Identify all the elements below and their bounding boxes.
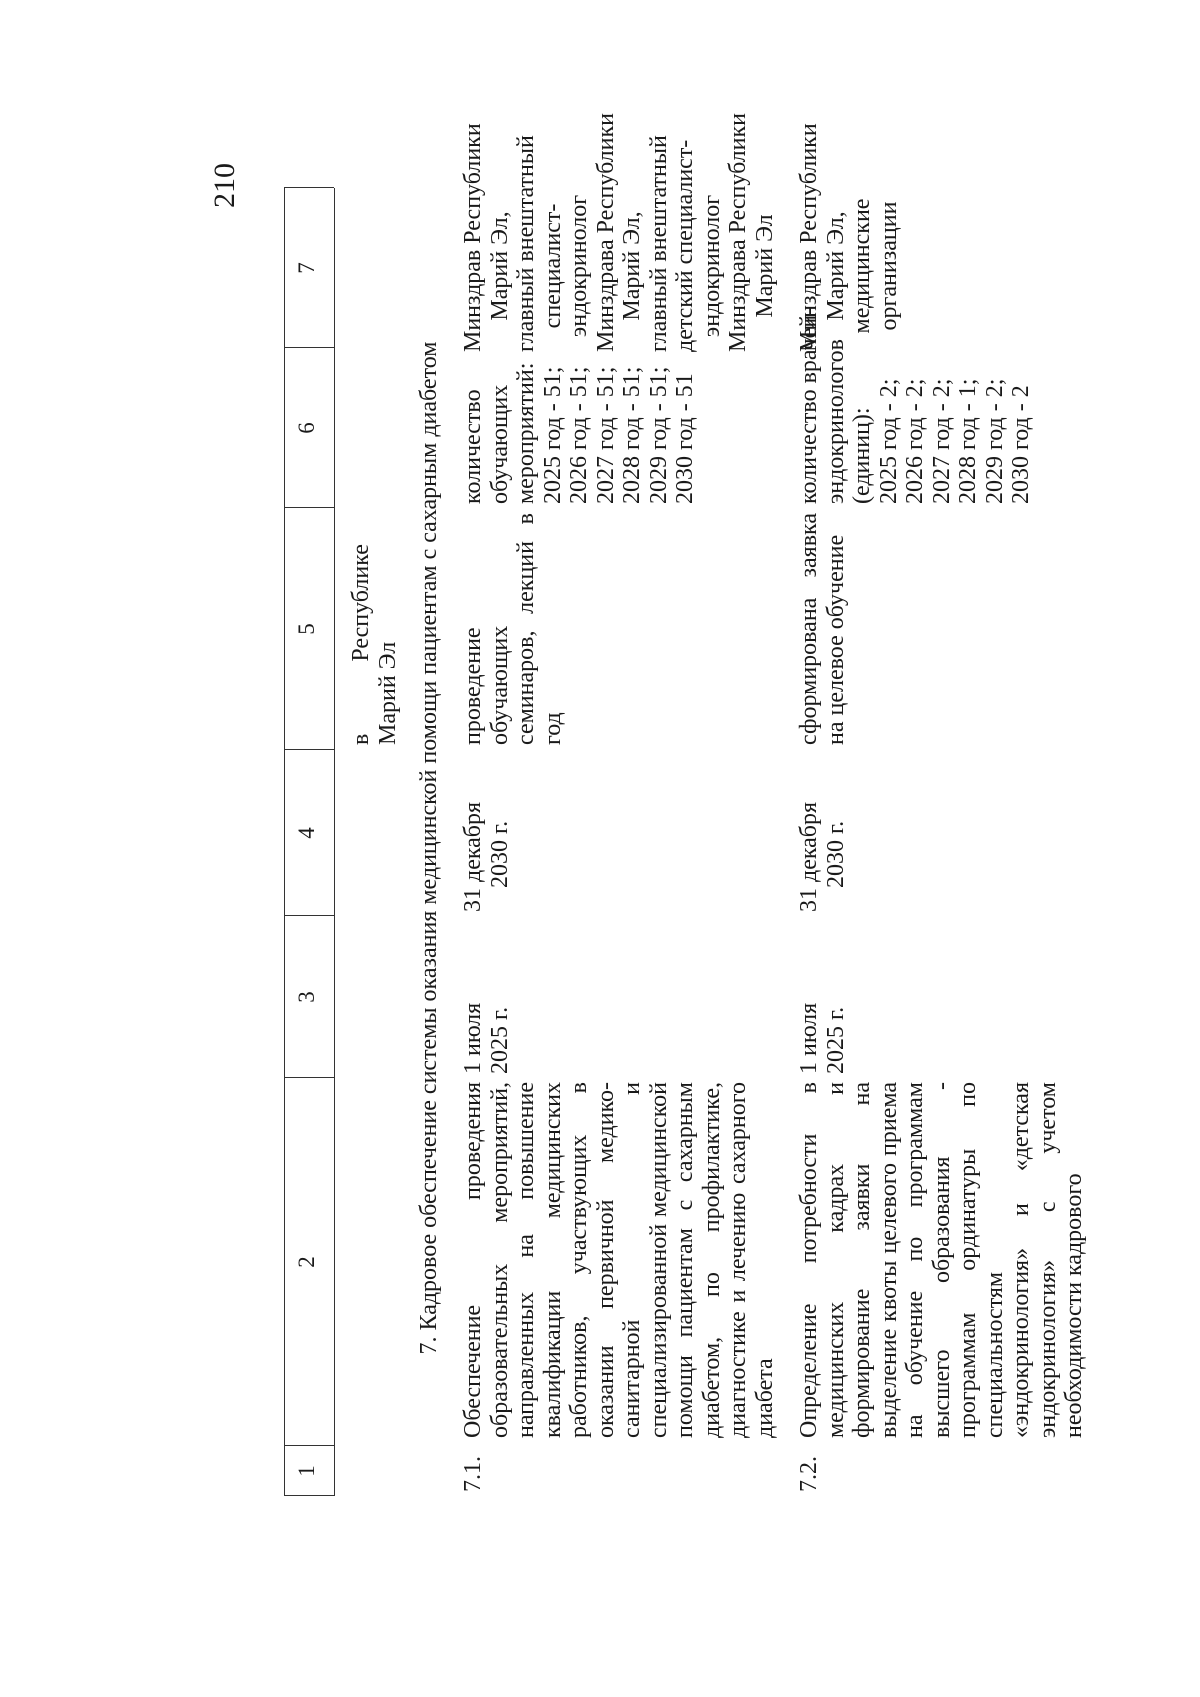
indicator-line: 2030 год - 2 [1008,385,1034,504]
start-date-cell [796,1003,849,1074]
start-date-cell [460,1003,513,1074]
result-cell: проведение обучающих семинаров, лекций в год [460,513,566,745]
indicator-line: мероприятий: [513,362,539,504]
indicator-line: 2027 год - 2; [928,378,955,504]
end-date-line: 2030 г. [822,820,849,888]
indicator-line: эндокринологов [822,339,849,504]
responsible-line: главный внештатный [645,135,672,352]
end-date-line: 31 декабря [460,801,486,912]
continued-line: в Республике [348,544,374,745]
column-header-6: 6 [294,422,319,434]
responsible-line: Марий Эл, [619,211,645,321]
responsible-line: Минздрава Республики [592,112,619,352]
indicator-line: 2029 год - 2; [981,378,1008,504]
page-number: 210 [208,163,241,208]
column-header-5: 5 [294,623,319,635]
result-cell: сформирована заявка на целевое обучение [796,513,849,745]
responsible-line: Минздрав Республики [460,123,486,352]
section-title: 7. Кадровое обеспечение системы оказания медицинской помощи пациентам с сахарным диабетом [416,341,442,1355]
indicator-line: обучающих [486,384,513,504]
responsible-line: главный внештатный [513,135,539,352]
row-description: Обеспечение проведения образовательных мероприятий, направленных на повышение квалификации медицинских работников, участвующих в оказании первичной медико-санитарной и специализированной медицинской помощи пациентам с сахарным диабетом, по профилактике, диагностике и лечению сахарного диабета [460,1082,778,1438]
column-header-3: 3 [294,991,319,1003]
indicator-line: 2028 год - 51; [619,366,645,504]
responsible-line: Минздрав Республики [796,123,822,352]
responsible-cell [460,112,778,352]
responsible-line: Марий Эл [751,214,778,318]
responsible-line: Марий Эл, [822,211,849,321]
indicator-line: 2026 год - 51; [566,366,592,504]
indicator-cell [796,306,1035,504]
row-number: 7.1. [460,1456,486,1492]
start-date-line: 1 июля [796,1002,822,1074]
rotated-page-content [110,108,1090,1588]
column-header-4: 4 [294,827,319,839]
indicator-line: количество [460,389,486,504]
indicator-line: 2029 год - 51; [645,366,672,504]
responsible-line: Марий Эл, [486,211,513,321]
responsible-line: эндокринолог [566,194,592,338]
indicator-line: 2025 год - 2; [875,378,902,504]
responsible-line: Минздрава Республики [725,112,751,352]
column-header-7: 7 [294,262,319,274]
indicator-line: 2025 год - 51; [539,366,566,504]
column-header-1: 1 [294,1465,319,1477]
responsible-cell [796,123,902,352]
indicator-line: 2026 год - 2; [902,378,928,504]
indicator-line: 2028 год - 1; [955,378,981,504]
start-date-line: 2025 г. [822,1006,849,1074]
indicator-line: количество врачей- [796,306,822,504]
row-number: 7.2. [796,1456,822,1492]
end-date-line: 2030 г. [486,820,513,888]
responsible-line: организации [875,201,902,331]
responsible-line: медицинские [849,198,875,334]
indicator-line: (единиц): [849,407,875,504]
continued-line: Марий Эл [374,641,401,745]
responsible-line: эндокринолог [698,194,725,338]
row-description: Определение потребности в медицинских кадрах и формирование заявки на выделение квоты целевого приема на обучение по программам высшего образования - программам ординатуры по специальностям «эндокринология» и «детская эндокринология» с учетом необходимости кадрового [796,1082,1087,1438]
end-date-line: 31 декабря [796,801,822,912]
end-date-cell [460,754,513,912]
column-header-2: 2 [294,1256,319,1268]
responsible-line: детский специалист- [672,139,698,352]
start-date-line: 2025 г. [486,1006,513,1074]
indicator-cell [460,348,699,504]
end-date-cell [796,754,849,912]
indicator-line: 2030 год - 51 [672,373,698,504]
indicator-line: 2027 год - 51; [592,366,619,504]
start-date-line: 1 июля [460,1002,486,1074]
continued-cell-col5 [348,505,401,745]
table-top-border [284,188,285,1496]
responsible-line: специалист- [539,203,566,329]
header-bottom-border [334,188,335,1496]
